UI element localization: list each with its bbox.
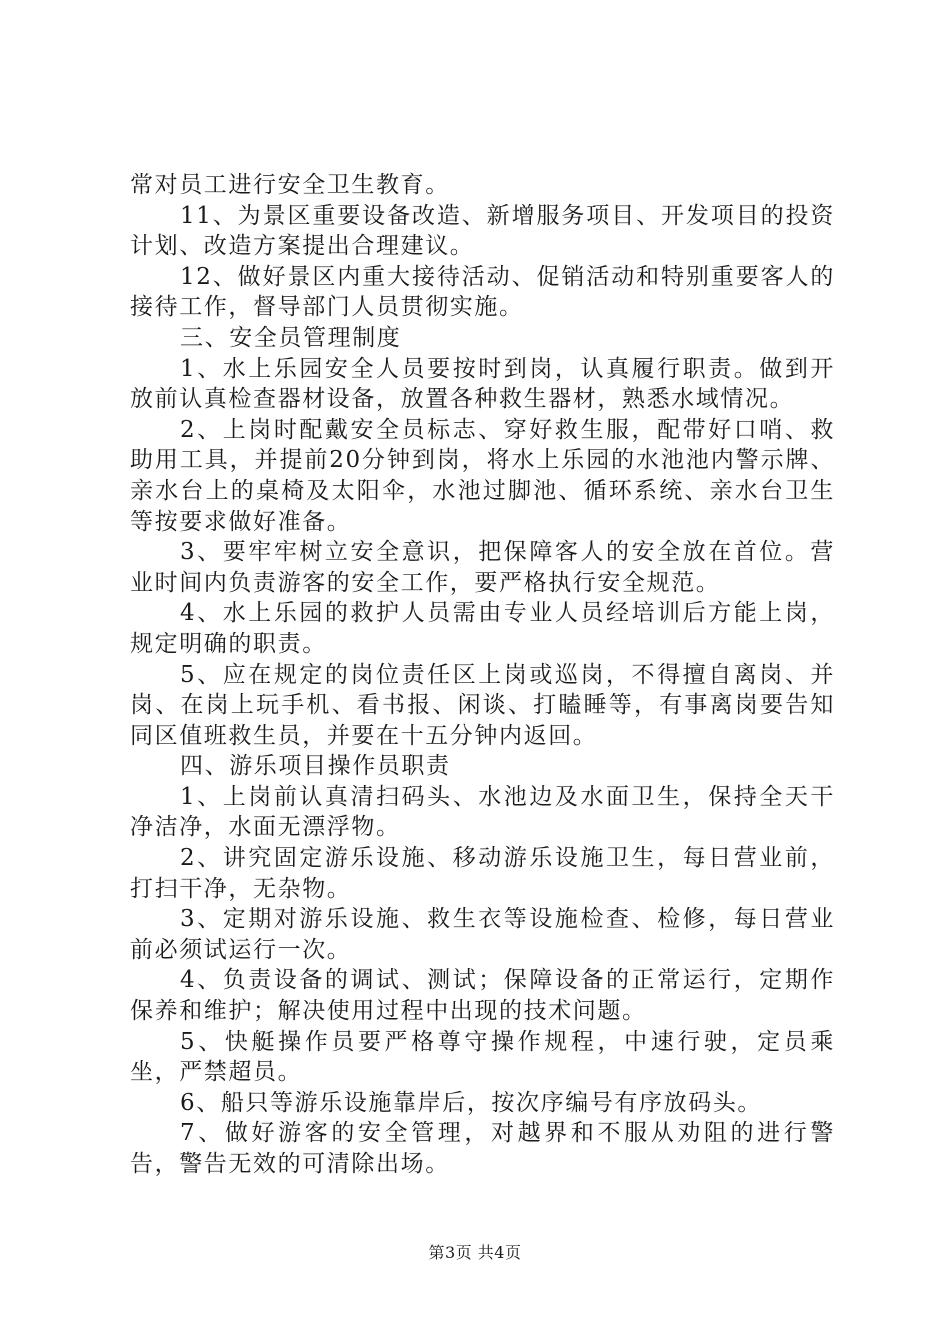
- paragraph-safety-3: 3、要牢牢树立安全意识，把保障客人的安全放在首位。营业时间内负责游客的安全工作，要严格执行安全规范。: [130, 539, 835, 596]
- paragraph-operator-7: 7、做好游客的安全管理，对越界和不服从劝阻的进行警告，警告无效的可清除出场。: [130, 1120, 835, 1177]
- paragraph-operator-1: 1、上岗前认真清扫码头、水池边及水面卫生，保持全天干净洁净，水面无漂浮物。: [130, 783, 835, 841]
- paragraph-safety-1: 1、水上乐园安全人员要按时到岗，认真履行职责。做到开放前认真检查器材设备，放置各种救生器材，熟悉水域情况。: [130, 355, 835, 413]
- paragraph-operator-4: 4、负责设备的调试、测试；保障设备的正常运行，定期作保养和维护；解决使用过程中出现的技术问题。: [130, 967, 835, 1025]
- paragraph-operator-6: 6、船只等游乐设施靠岸后，按次序编号有序放码头。: [180, 1089, 763, 1116]
- paragraph-operator-2: 2、讲究固定游乐设施、移动游乐设施卫生，每日营业前，打扫干净，无杂物。: [130, 845, 835, 902]
- paragraph-item-11: 11、为景区重要设备改造、新增服务项目、开发项目的投资计划、改造方案提出合理建议。: [130, 202, 835, 260]
- section-heading-ride-operator: 四、游乐项目操作员职责: [180, 753, 451, 780]
- paragraph-safety-4: 4、水上乐园的救护人员需由专业人员经培训后方能上岗，规定明确的职责。: [130, 600, 835, 657]
- document-body: [130, 170, 835, 1180]
- page-footer: 第3页 共4页: [428, 1243, 522, 1262]
- paragraph-safety-2: 2、上岗时配戴安全员标志、穿好救生服，配带好口哨、救助用工具，并提前20分钟到岗，将水上乐园的水池池内警示牌、亲水台上的桌椅及太阳伞，水池过脚池、循环系统、亲水台卫生等按要求做好准备。: [130, 416, 835, 535]
- paragraph-item-12: 12、做好景区内重大接待活动、促销活动和特别重要客人的接待工作，督导部门人员贯彻实施。: [130, 263, 835, 321]
- section-heading-safety-officer: 三、安全员管理制度: [180, 324, 402, 351]
- paragraph-operator-5: 5、快艇操作员要严格尊守操作规程，中速行驶，定员乘坐，严禁超员。: [130, 1028, 835, 1086]
- paragraph-safety-5: 5、应在规定的岗位责任区上岗或巡岗，不得擅自离岗、并岗、在岗上玩手机、看书报、闲谈、打瞌睡等，有事离岗要告知同区值班救生员，并要在十五分钟内返回。: [130, 661, 835, 749]
- paragraph-continuation: 常对员工进行安全卫生教育。: [130, 172, 450, 198]
- paragraph-operator-3: 3、定期对游乐设施、救生衣等设施检查、检修，每日营业前必须试运行一次。: [130, 906, 835, 963]
